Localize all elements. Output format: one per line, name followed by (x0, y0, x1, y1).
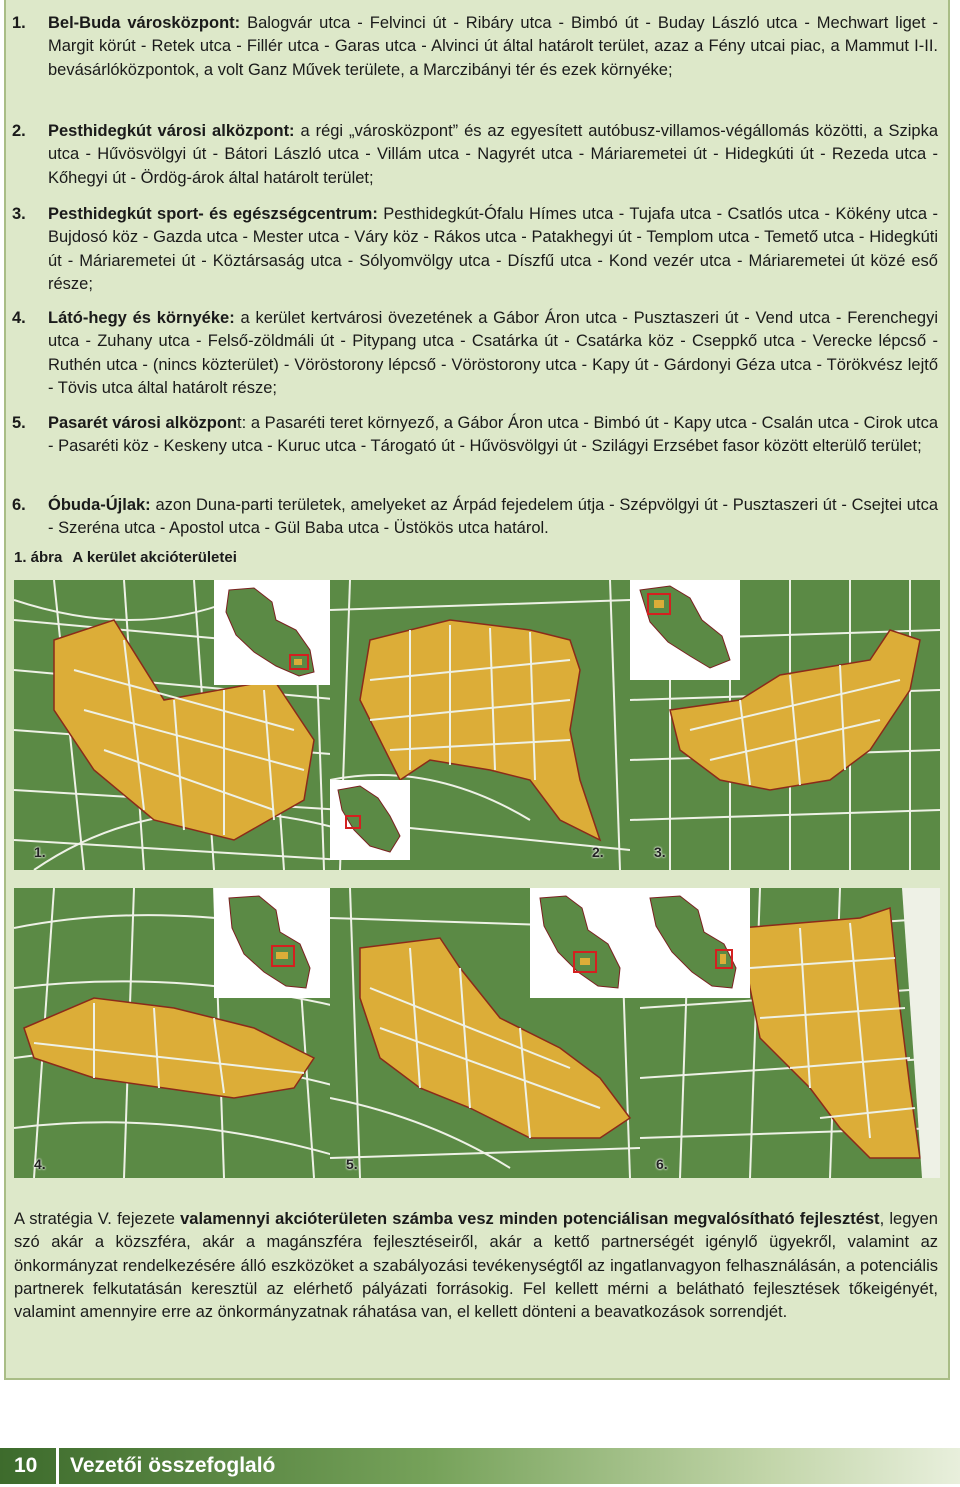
item-number: 4. (12, 309, 26, 327)
map-panel-6 (640, 888, 940, 1178)
map-label-4: 4. (34, 1156, 46, 1172)
map-5-svg (330, 888, 640, 1178)
list-item (12, 120, 938, 190)
map-panel-3 (630, 580, 940, 870)
body-text: , legyen szó akár a közszféra, akár a magánszféra fejlesztéseiről, akár a kettő partnerségét igénylő ügyekről, valamint az önkormányzat rendelkezésére álló eszközöket a szabályozási tevékenységtől az ingatlanvagyon felhasználásán, a potenciális partnerek felkutatásán keresztül az elérhető pályázati forrásokig. Fel kellett mérni a belátható fejlesztések tőkeigényét, valamint amennyire erre az önkormányzatnak ráhatása van, el kellett dönteni a beavatkozások sorrendjét. (14, 1210, 938, 1322)
map-label-2: 2. (592, 844, 604, 860)
list-item (12, 12, 938, 82)
body-bold: valamennyi akcióterületen számba vesz minden potenciálisan megvalósítható fejlesztést (180, 1210, 880, 1228)
figure-caption-text: A kerület akcióterületei (72, 549, 237, 566)
list-item (12, 203, 938, 296)
item-text: Balogvár utca - Felvinci út - Ribáry utca - Bimbó út - Buday László utca - Mechwart liget - Margit körút - Retek utca - Fillér utca - Garas utca - Alvinci út által határolt terület, azaz a Fény utcai piac, a Mammut I-II. bevásárlóközpontok, a volt Ganz Művek területe, a Marczibányi tér és ezek környéke; (48, 14, 938, 79)
item-text: a régi „városközpont” és az egyesített autóbusz-villamos-végállomás közötti, a Szipka utca - Hűvösvölgyi út - Bátori László utca - Villám utca - Nagyrét utca - Máriaremetei út - Hidegkúti út - Rezeda utca - Kőhegyi út - Ördög-árok által határolt terület; (48, 122, 938, 187)
map-panel-5 (330, 888, 640, 1178)
footer-divider (56, 1448, 59, 1484)
item-text: azon Duna-parti területek, amelyeket az Árpád fejedelem útja - Szépvölgyi út - Pusztaszeri út - Csejtei utca - Szeréna utca - Apostol utca - Gül Baba utca - Üstökös utca határol. (48, 496, 938, 538)
page-number: 10 (14, 1454, 38, 1477)
item-text: t: a Pasaréti teret környező, a Gábor Áron utca - Bimbó út - Kapy utca - Csalán utca - Cirok utca - Pasaréti köz - Keskeny utca - Kuruc utca - Tárogató út - Hűvösvölgyi út - Szilágyi Erzsébet fasor között elterülő terület; (48, 414, 938, 456)
item-number: 3. (12, 205, 26, 223)
map-1-svg (14, 580, 344, 870)
item-text: Pesthidegkút-Ófalu Hímes utca - Tujafa utca - Csatlós utca - Kökény utca - Bujdosó köz - Gazda utca - Mester utca - Váry köz - Rákos utca - Patakhegyi út - Templom utca - Temető utca - Hidegkúti út - Máriaremetei út - Köztársaság utca - Sólyomvölgy utca - Díszfű utca - Kond vezér utca - Máriaremetei út közé eső része; (48, 205, 938, 293)
item-title: Pesthidegkút városi alközpont: (48, 122, 295, 140)
map-label-5: 5. (346, 1156, 358, 1172)
item-number: 1. (12, 14, 26, 32)
map-panel-4 (14, 888, 344, 1178)
map-4-svg (14, 888, 344, 1178)
item-number: 6. (12, 496, 26, 514)
list-item (12, 494, 938, 541)
item-title: Pesthidegkút sport- és egészségcentrum: (48, 205, 378, 223)
item-number: 2. (12, 122, 26, 140)
item-title: Látó-hegy és környéke: (48, 309, 235, 327)
list-item (12, 307, 938, 400)
item-title: Óbuda-Újlak: (48, 496, 151, 514)
list-item (12, 412, 938, 459)
body-text: A stratégia V. fejezete (14, 1210, 181, 1228)
item-title: Pasarét városi alközpon (48, 414, 238, 432)
map-label-6: 6. (656, 1156, 668, 1172)
page-footer (0, 1448, 960, 1484)
map-panel-1 (14, 580, 344, 870)
figure-number: 1. ábra (14, 549, 63, 566)
map-inset-2 (330, 780, 410, 860)
item-title: Bel-Buda városközpont: (48, 14, 241, 32)
map-6-svg (640, 888, 940, 1178)
item-text: a kerület kertvárosi övezetének a Gábor Áron utca - Pusztaszeri út - Vend utca - Ferenchegyi utca - Zuhany utca - Felső-zöldmáli út - Pitypang utca - Csatárka út - Csatárka köz - Cseppkő utca - Verecke lépcső - Ruthén utca - (nincs közterület) - Vöröstorony lépcső - Vöröstorony utca - Kapy út - Gárdonyi Géza utca - Törökvész lejtő - Tövis utca által határolt része; (48, 309, 938, 397)
item-number: 5. (12, 414, 26, 432)
body-paragraph (14, 1208, 938, 1324)
figure-caption (14, 549, 237, 566)
section-title: Vezetői összefoglaló (70, 1454, 276, 1477)
map-label-1: 1. (34, 844, 46, 860)
map-3-svg (630, 580, 940, 870)
map-label-3: 3. (654, 844, 666, 860)
